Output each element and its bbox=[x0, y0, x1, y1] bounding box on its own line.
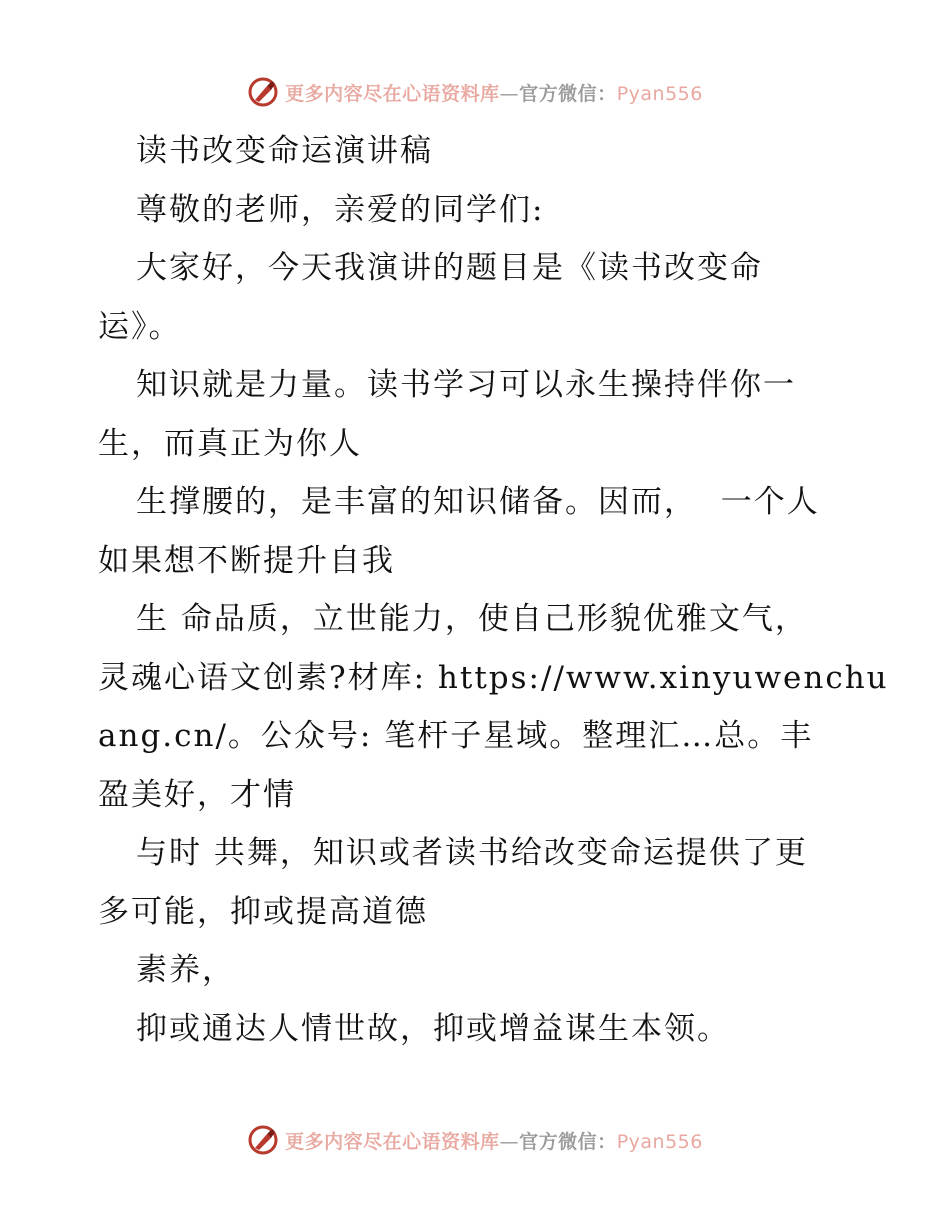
banner-wechat-id: Pyan556 bbox=[616, 82, 703, 105]
banner-text bbox=[285, 1127, 703, 1154]
paragraph-line: 素养， bbox=[136, 952, 235, 988]
paragraph-line: 与时 共舞，知识或者读书给改变命运提供了更 bbox=[136, 835, 808, 871]
paragraph-line: ang.cn/。公众号: 笔杆子星域。整理汇…总。丰 bbox=[98, 718, 814, 754]
banner-main-text: 更多内容尽在心语资料库 bbox=[285, 1130, 500, 1153]
salutation: 尊敬的老师，亲爱的同学们: bbox=[136, 191, 545, 228]
banner-dash: — bbox=[499, 1130, 520, 1153]
pen-nib-logo-icon bbox=[247, 76, 279, 108]
paragraph-line: 生 命品质，立世能力，使自己形貌优雅文气， bbox=[136, 601, 808, 637]
paragraph-line: 生撑腰的，是丰富的知识储备。因而， 一个人 bbox=[136, 484, 820, 520]
document-body bbox=[98, 122, 889, 1058]
paragraph-line: 知识就是力量。读书学习可以永生操持伴你一 bbox=[136, 367, 796, 403]
paragraph-line: 抑或通达人情世故，抑或增益谋生本领。 bbox=[136, 1010, 730, 1047]
header-banner bbox=[0, 72, 950, 112]
banner-text bbox=[285, 79, 703, 106]
document-title: 读书改变命运演讲稿 bbox=[136, 133, 433, 169]
banner-wechat-id: Pyan556 bbox=[616, 1130, 703, 1153]
paragraph-line: 盈美好，才情 bbox=[98, 776, 296, 813]
banner-main-text: 更多内容尽在心语资料库 bbox=[285, 82, 500, 105]
banner-wechat-label: 官方微信： bbox=[519, 82, 617, 105]
paragraph-line: 灵魂心语文创素?材库: https://www.xinyuwenchu bbox=[98, 659, 889, 696]
banner-wechat-label: 官方微信： bbox=[519, 1130, 617, 1153]
paragraph-line: 生，而真正为你人 bbox=[98, 425, 362, 462]
paragraph-line: 多可能，抑或提高道德 bbox=[98, 893, 428, 930]
paragraph-line: 大家好，今天我演讲的题目是《读书改变命 bbox=[136, 250, 763, 286]
banner-dash: — bbox=[499, 82, 520, 105]
footer-banner bbox=[0, 1120, 950, 1160]
pen-nib-logo-icon bbox=[247, 1124, 279, 1156]
paragraph-line: 运》。 bbox=[98, 308, 182, 345]
paragraph-line: 如果想不断提升自我 bbox=[98, 542, 395, 579]
